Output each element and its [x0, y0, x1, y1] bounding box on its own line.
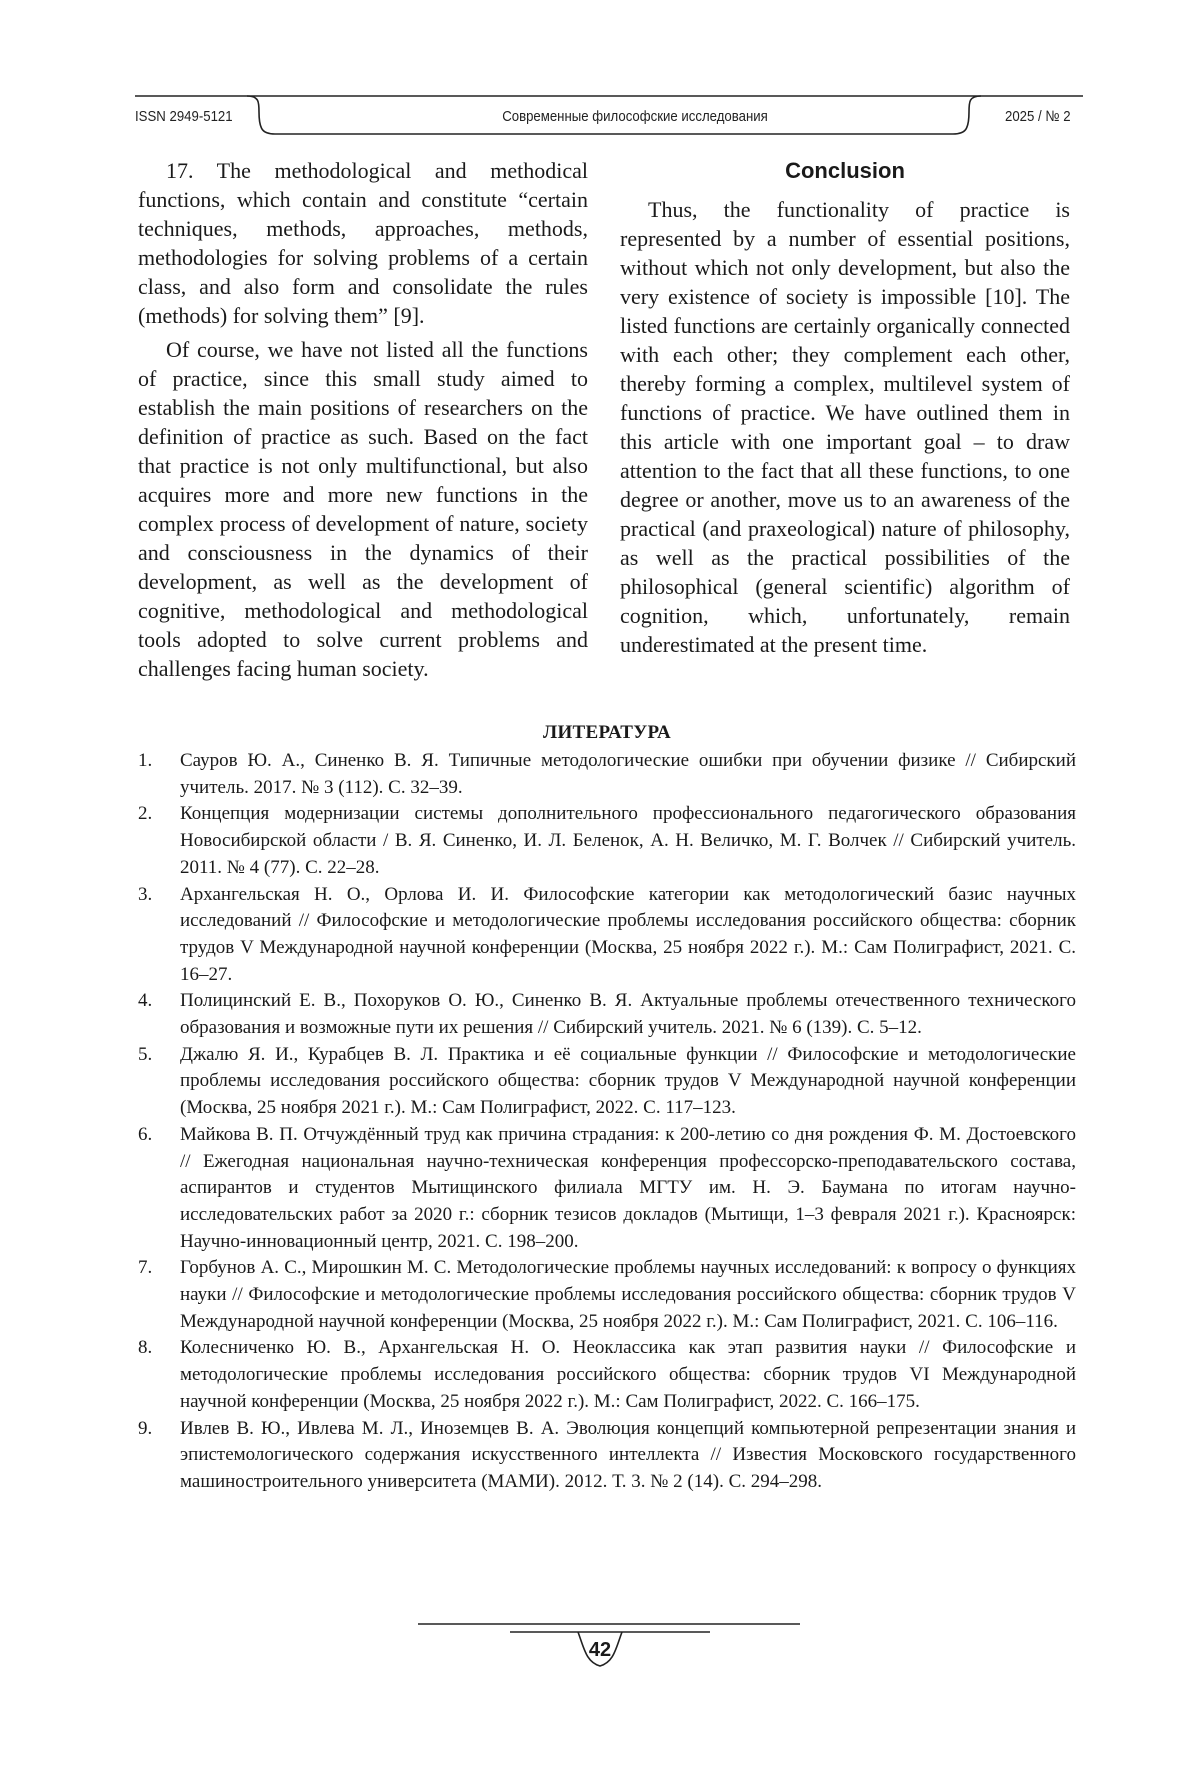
- reference-text: Ивлев В. Ю., Ивлева М. Л., Иноземцев В. А. Эволюция концепций компьютерной репрезентации знания и эпистемологического содержания искусственного интеллекта // Известия Московского государственного машиностроительного университета (МАМИ). 2012. Т. 3. № 2 (14). С. 294–298.: [180, 1417, 1076, 1492]
- reference-text: Майкова В. П. Отчуждённый труд как причина страдания: к 200-летию со дня рождения Ф. М. Достоевского // Ежегодная национальная научно-техническая конференция профессорско-преподавательского состава, аспирантов и студентов Мытищинского филиала МГТУ им. Н. Э. Баумана по итогам научно-исследовательских работ за 2020 г.: сборник тезисов докладов (Мытищи, 1–3 февраля 2021 г.). Красноярск: Научно-инновационный центр, 2021. С. 198–200.: [180, 1123, 1076, 1252]
- section-heading: Conclusion: [785, 158, 905, 183]
- reference-number: 6.: [138, 1123, 153, 1145]
- references-section: [138, 722, 1076, 1496]
- left-column: [138, 156, 588, 688]
- reference-item: [138, 1255, 1076, 1335]
- reference-number: 2.: [138, 803, 153, 825]
- reference-number: 1.: [138, 750, 153, 771]
- reference-number: 3.: [138, 883, 153, 905]
- reference-text: Концепция модернизации системы дополнительного профессионального педагогического образования Новосибирской области / В. Я. Синенко, И. Л. Беленок, А. Н. Величко, М. Г. Волчек // Сибирский учитель. 2011. № 4 (77). С. 22–28.: [180, 803, 1076, 878]
- reference-item: [138, 801, 1076, 881]
- references-list: [138, 748, 1076, 1496]
- reference-number: 5.: [138, 1043, 153, 1065]
- reference-item: [138, 882, 1076, 989]
- reference-text: Сауров Ю. А., Синенко В. Я. Типичные методологические ошибки при обучении физике // Сибирский учитель. 2017. № 3 (112). С. 32–39.: [180, 750, 1076, 798]
- issue-label: 2025 / № 2: [1005, 108, 1071, 125]
- reference-text: Горбунов А. С., Мирошкин М. С. Методологические проблемы научных исследований: к вопросу о функциях науки // Философские и методологические проблемы исследования российского общества: сборник трудов V Международной научной конференции (Москва, 25 ноября 2022 г.). М.: Сам Полиграфист, 2021. С. 106–116.: [180, 1257, 1076, 1332]
- right-column: [620, 156, 1070, 664]
- reference-text: Архангельская Н. О., Орлова И. И. Философские категории как методологический базис научных исследований // Философские и методологические проблемы исследования российского общества: сборник трудов V Международной научной конференции (Москва, 25 ноября 2022 г.). М.: Сам Полиграфист, 2021. С. 16–27.: [180, 883, 1076, 985]
- reference-item: [138, 748, 1076, 801]
- reference-number: 8.: [138, 1337, 153, 1359]
- paragraph: Of course, we have not listed all the functions of practice, since this small study aimed to establish the main positions of researchers on the definition of practice as such. Based on the fact that practice is not only multifunctional, but also acquires more and more new functions in the complex process of development of nature, society and consciousness in the dynamics of their development, as well as the development of cognitive, methodological and methodological tools adopted to solve current problems and challenges facing human society.: [138, 337, 588, 681]
- reference-item: [138, 1042, 1076, 1122]
- journal-title: Современные философские исследования: [502, 108, 768, 125]
- reference-text: Полицинский Е. В., Похоруков О. Ю., Синенко В. Я. Актуальные проблемы отечественного технического образования и возможные пути их решения // Сибирский учитель. 2021. № 6 (139). С. 5–12.: [180, 990, 1076, 1039]
- page-number: 42: [588, 1639, 612, 1661]
- reference-item: [138, 1416, 1076, 1496]
- reference-item: [138, 1122, 1076, 1256]
- paragraph: Thus, the functionality of practice is represented by a number of essential positions, without which not only development, but also the very existence of society is impossible [10]. The listed functions are certainly organically connected with each other; they complement each other, thereby forming a complex, multilevel system of functions of practice. We have outlined them in this article with one important goal – to draw attention to the fact that all these functions, to one degree or another, move us to an awareness of the practical (and praxeological) nature of philosophy, as well as the practical possibilities of the philosophical (general scientific) algorithm of cognition, which, unfortunately, remain underestimated at the present time.: [620, 197, 1070, 657]
- reference-item: [138, 988, 1076, 1041]
- reference-text: Колесниченко Ю. В., Архангельская Н. О. Неоклассика как этап развития науки // Философские и методологические проблемы исследования российского общества: сборник трудов VI Международной научной конференции (Москва, 25 ноября 2022 г.). М.: Сам Полиграфист, 2022. С. 166–175.: [180, 1337, 1076, 1412]
- issn-label: ISSN 2949-5121: [135, 108, 233, 125]
- reference-item: [138, 1335, 1076, 1415]
- running-header: [135, 92, 1083, 140]
- reference-text: Джалю Я. И., Курабцев В. Л. Практика и её социальные функции // Философские и методологические проблемы исследования российского общества: сборник трудов V Международной научной конференции (Москва, 25 ноября 2021 г.). М.: Сам Полиграфист, 2022. С. 117–123.: [180, 1043, 1076, 1119]
- reference-number: 9.: [138, 1417, 153, 1439]
- reference-number: 4.: [138, 990, 153, 1012]
- references-title: ЛИТЕРАТУРА: [542, 722, 672, 743]
- paragraph: 17. The methodological and methodical functions, which contain and constitute “certain techniques, methods, approaches, methods, methodologies for solving problems of a certain class, and also form and consolidate the rules (methods) for solving them” [9].: [138, 158, 588, 328]
- reference-number: 7.: [138, 1257, 153, 1279]
- page-footer: [0, 1618, 1200, 1688]
